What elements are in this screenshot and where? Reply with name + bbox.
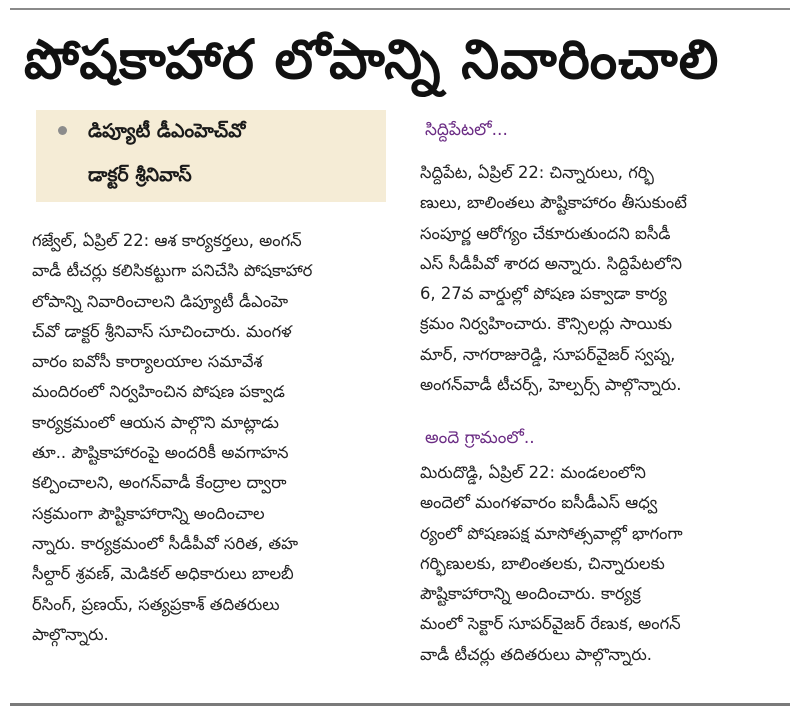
body-line: సిద్దిపేట, ఏప్రిల్ 22: చిన్నారులు, గర్భి <box>420 163 654 182</box>
body-line: లోపాన్ని నివారించాలని డిప్యూటీ డీఎంహె <box>32 291 289 311</box>
body-line: పాల్గొన్నారు. <box>32 624 109 644</box>
body-line: కల్పించాలని, అంగన్‌వాడీ కేంద్రాల ద్వారా <box>32 473 287 493</box>
body-line: మిరుదొడ్డి, ఏప్రిల్ 22: మండలంలోని <box>420 463 646 482</box>
body-line: ర్యంలో పోషణపక్ష మాసోత్సవాల్లో భాగంగా <box>420 523 683 543</box>
left-column <box>32 226 392 650</box>
body-line: మార్, నాగరాజురెడ్డి, సూపర్‌వైజర్ స్వప్న, <box>420 344 676 364</box>
right-column-section-2 <box>420 458 780 670</box>
body-line: అందెలో మంగళవారం ఐసీడీఎస్ ఆధ్వ <box>420 493 658 513</box>
body-line: తూ.. పౌష్టికాహారంపై అందరికీ అవగాహన <box>32 443 289 463</box>
right-column-section-1 <box>420 158 780 400</box>
body-line: వాడీ టీచర్లు కలిసికట్టుగా పనిచేసి పోషకాహార <box>32 261 313 281</box>
body-line: పౌష్టికాహారాన్ని అందించారు. కార్యక్ర <box>420 584 641 604</box>
body-line: చ్‌వో డాక్టర్ శ్రీనివాస్ సూచించారు. మంగళ <box>32 321 292 341</box>
bullet-icon <box>58 126 67 135</box>
body-line: కార్యక్రమంలో ఆయన పాల్గొని మాట్లాడు <box>32 412 279 432</box>
body-line: క్రమం నిర్వహించారు. కౌన్సిలర్లు సాయికు <box>420 314 673 334</box>
body-line: మందిరంలో నిర్వహించిన పోషణ పక్వాడ <box>32 382 285 402</box>
top-rule <box>10 8 790 10</box>
body-line: న్నారు. కార్యక్రమంలో సీడీపీవో సరిత, తహ <box>32 533 299 553</box>
subhead-line-1: డిప్యూటీ డీఎంహెచ్‌వో <box>88 120 246 142</box>
bottom-rule <box>10 703 790 706</box>
body-line: ర్‌సింగ్, ప్రణయ్, సత్యప్రకాశ్ తదితరులు <box>32 594 280 614</box>
section-heading-ande: అందె గ్రామంలో.. <box>425 428 535 448</box>
body-line: మంలో సెక్టార్ సూపర్‌వైజర్ రేణుక, అంగన్ <box>420 614 681 634</box>
body-line: ణులు, బాలింతలు పౌష్టికాహారం తీసుకుంటే <box>420 193 687 213</box>
subhead-line-2: డాక్టర్ శ్రీనివాస్ <box>88 164 192 186</box>
body-line: అంగన్‌వాడీ టీచర్స్, హెల్పర్స్ పాల్గొన్నారు. <box>420 375 682 395</box>
body-line: సీల్దార్ శ్రవణ్, మెడికల్ అధికారులు బాలబీ <box>32 564 294 584</box>
headline: పోషకాహార లోపాన్ని నివారించాలి <box>24 28 720 91</box>
section-heading-siddipet: సిద్దిపేటలో... <box>425 120 508 140</box>
body-line: సంపూర్ణ ఆరోగ్యం చేకూరుతుందని ఐసీడీ <box>420 223 671 243</box>
body-line: వారం ఐవోసీ కార్యాలయాల సమావేశ <box>32 352 263 372</box>
body-line: 6, 27వ వార్డుల్లో పోషణ పక్వాడా కార్య <box>420 284 667 304</box>
body-line: ఎస్ సీడీపీవో శారద అన్నారు. సిద్దిపేటలోని <box>420 253 682 273</box>
body-line: గజ్వేల్, ఏప్రిల్ 22: ఆశ కార్యకర్తలు, అంగన్ <box>32 231 302 250</box>
body-line: వాడీ టీచర్లు తదితరులు పాల్గొన్నారు. <box>420 644 652 664</box>
body-line: గర్భిణులకు, బాలింతలకు, చిన్నారులకు <box>420 553 665 573</box>
subhead-box <box>36 110 386 202</box>
body-line: సక్రమంగా పౌష్టికాహారాన్ని అందించాల <box>32 503 265 523</box>
